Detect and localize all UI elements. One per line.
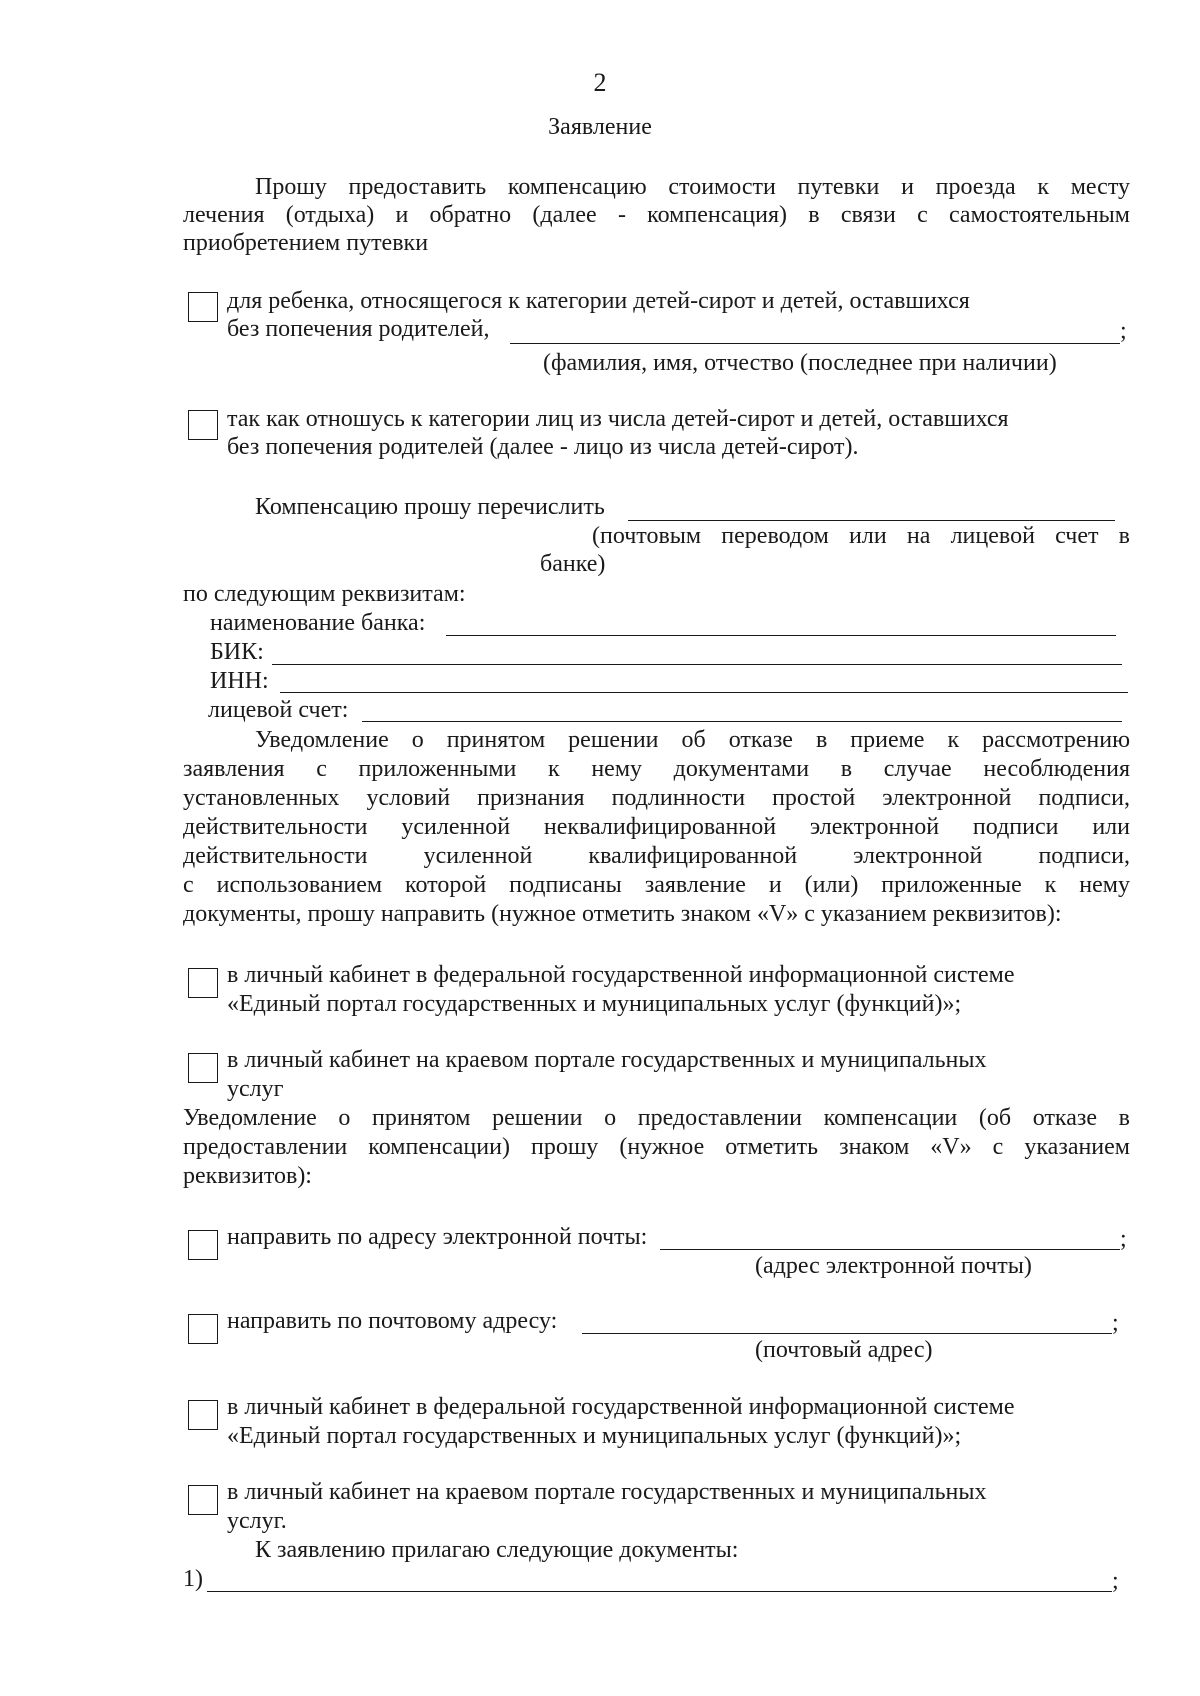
account-field[interactable] [362, 721, 1122, 722]
refusal-gosuslugi-line-2: «Единый портал государственных и муниципальных услуг (функций)»; [227, 991, 962, 1017]
email-semicolon: ; [1120, 1226, 1127, 1252]
attachments-label: К заявлению прилагаю следующие документы: [255, 1537, 739, 1563]
self-option-line-1: так как отношусь к категории лиц из числа детей-сирот и детей, оставшихся [227, 406, 1009, 432]
payment-method-field[interactable] [628, 520, 1115, 521]
post-hint: (почтовый адрес) [755, 1337, 933, 1363]
email-field[interactable] [660, 1249, 1120, 1250]
decision-gosuslugi-line-1: в личный кабинет в федеральной государственной информационной системе [227, 1394, 1015, 1420]
intro-line-1: Прошу предоставить компенсацию стоимости путевки и проезда к месту [255, 174, 1130, 200]
refusal-notice-line-1: Уведомление о принятом решении об отказе в приеме к рассмотрению [255, 727, 1130, 753]
refusal-regional-checkbox[interactable] [188, 1053, 218, 1083]
decision-notice-line-1: Уведомление о принятом решении о предоставлении компенсации (об отказе в [183, 1105, 1130, 1131]
decision-gosuslugi-checkbox[interactable] [188, 1400, 218, 1430]
bank-name-label: наименование банка: [210, 610, 426, 636]
account-label: лицевой счет: [208, 697, 349, 723]
bik-field[interactable] [272, 664, 1122, 665]
bik-label: БИК: [210, 639, 264, 665]
decision-post-label: направить по почтовому адресу: [227, 1308, 558, 1334]
child-fullname-hint: (фамилия, имя, отчество (последнее при наличии) [543, 350, 1057, 376]
attachment-1-field[interactable] [207, 1591, 1112, 1592]
refusal-notice-line-3: установленных условий признания подлинности простой электронной подписи, [183, 785, 1130, 811]
refusal-notice-line-2: заявления с приложенными к нему документами в случае несоблюдения [183, 756, 1130, 782]
intro-line-3: приобретением путевки [183, 230, 429, 256]
refusal-gosuslugi-checkbox[interactable] [188, 968, 218, 998]
page-number: 2 [593, 68, 607, 97]
decision-post-checkbox[interactable] [188, 1314, 218, 1344]
decision-regional-checkbox[interactable] [188, 1485, 218, 1515]
child-option-line-1: для ребенка, относящегося к категории детей-сирот и детей, оставшихся [227, 288, 970, 314]
decision-notice-line-2: предоставлении компенсации) прошу (нужное отметить знаком «V» с указанием [183, 1134, 1130, 1160]
payment-label: Компенсацию прошу перечислить [255, 494, 605, 520]
bank-name-field[interactable] [446, 635, 1116, 636]
self-option-checkbox[interactable] [188, 410, 218, 440]
payment-hint-line-2: банке) [540, 551, 606, 577]
inn-field[interactable] [280, 692, 1128, 693]
intro-line-2: лечения (отдыха) и обратно (далее - компенсация) в связи с самостоятельным [183, 202, 1130, 228]
child-fullname-semicolon: ; [1120, 318, 1127, 344]
child-option-line-2: без попечения родителей, [227, 316, 490, 342]
child-option-checkbox[interactable] [188, 292, 218, 322]
refusal-notice-line-6: с использованием которой подписаны заявление и (или) приложенные к нему [183, 872, 1130, 898]
inn-label: ИНН: [210, 668, 269, 694]
refusal-notice-line-4: действительности усиленной неквалифицированной электронной подписи или [183, 814, 1130, 840]
attachment-1-semicolon: ; [1112, 1568, 1119, 1594]
payment-hint-line-1: (почтовым переводом или на лицевой счет в [592, 523, 1130, 549]
decision-notice-line-3: реквизитов): [183, 1163, 312, 1189]
decision-regional-line-1: в личный кабинет на краевом портале государственных и муниципальных [227, 1479, 987, 1505]
decision-email-label: направить по адресу электронной почты: [227, 1224, 648, 1250]
decision-regional-line-2: услуг. [227, 1508, 287, 1534]
self-option-line-2: без попечения родителей (далее - лицо из числа детей-сирот). [227, 434, 859, 460]
refusal-regional-line-2: услуг [227, 1076, 284, 1102]
refusal-regional-line-1: в личный кабинет на краевом портале государственных и муниципальных [227, 1047, 987, 1073]
post-address-field[interactable] [582, 1333, 1112, 1334]
attachment-1-number: 1) [183, 1566, 203, 1592]
refusal-notice-line-5: действительности усиленной квалифицированной электронной подписи, [183, 843, 1130, 869]
refusal-gosuslugi-line-1: в личный кабинет в федеральной государственной информационной системе [227, 962, 1015, 988]
post-semicolon: ; [1112, 1310, 1119, 1336]
refusal-notice-line-7: документы, прошу направить (нужное отметить знаком «V» с указанием реквизитов): [183, 901, 1062, 927]
decision-gosuslugi-line-2: «Единый портал государственных и муниципальных услуг (функций)»; [227, 1423, 962, 1449]
child-fullname-field[interactable] [510, 343, 1120, 344]
decision-email-checkbox[interactable] [188, 1230, 218, 1260]
requisites-label: по следующим реквизитам: [183, 581, 466, 607]
document-title: Заявление [548, 114, 652, 140]
email-hint: (адрес электронной почты) [755, 1253, 1032, 1279]
